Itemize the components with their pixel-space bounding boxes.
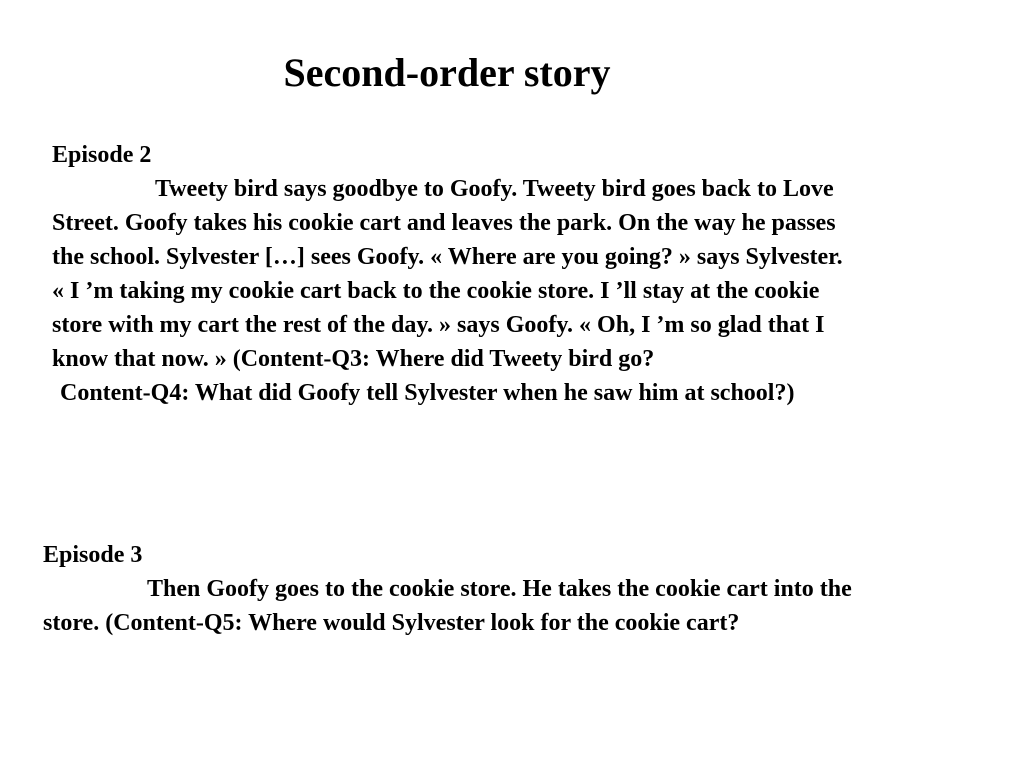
episode-3-line-2: store. (Content-Q5: Where would Sylvester look for the cookie cart? — [43, 610, 740, 636]
episode-3-heading: Episode 3 — [43, 542, 143, 568]
episode-2-line-6: know that now. » (Content-Q3: Where did Tweety bird go? — [52, 346, 655, 372]
episode-3-line-1: Then Goofy goes to the cookie store. He takes the cookie cart into the — [147, 576, 852, 602]
episode-3-block — [43, 538, 1003, 640]
episode-2-line-7: Content-Q4: What did Goofy tell Sylvester when he saw him at school?) — [60, 380, 795, 406]
episode-2-line-2: Street. Goofy takes his cookie cart and leaves the park. On the way he passes — [52, 210, 836, 236]
episode-2-line-1: Tweety bird says goodbye to Goofy. Tweety bird goes back to Love — [155, 176, 834, 202]
episode-2-line-4: « I ’m taking my cookie cart back to the cookie store. I ’ll stay at the cookie — [52, 278, 820, 304]
slide-title — [0, 47, 894, 99]
episode-2-heading: Episode 2 — [52, 142, 152, 168]
episode-2-line-3: the school. Sylvester […] sees Goofy. « Where are you going? » says Sylvester. — [52, 244, 843, 270]
episode-2-block — [52, 138, 1012, 410]
slide-title-text: Second-order story — [283, 50, 611, 95]
episode-2-line-5: store with my cart the rest of the day. » says Goofy. « Oh, I ’m so glad that I — [52, 312, 825, 338]
